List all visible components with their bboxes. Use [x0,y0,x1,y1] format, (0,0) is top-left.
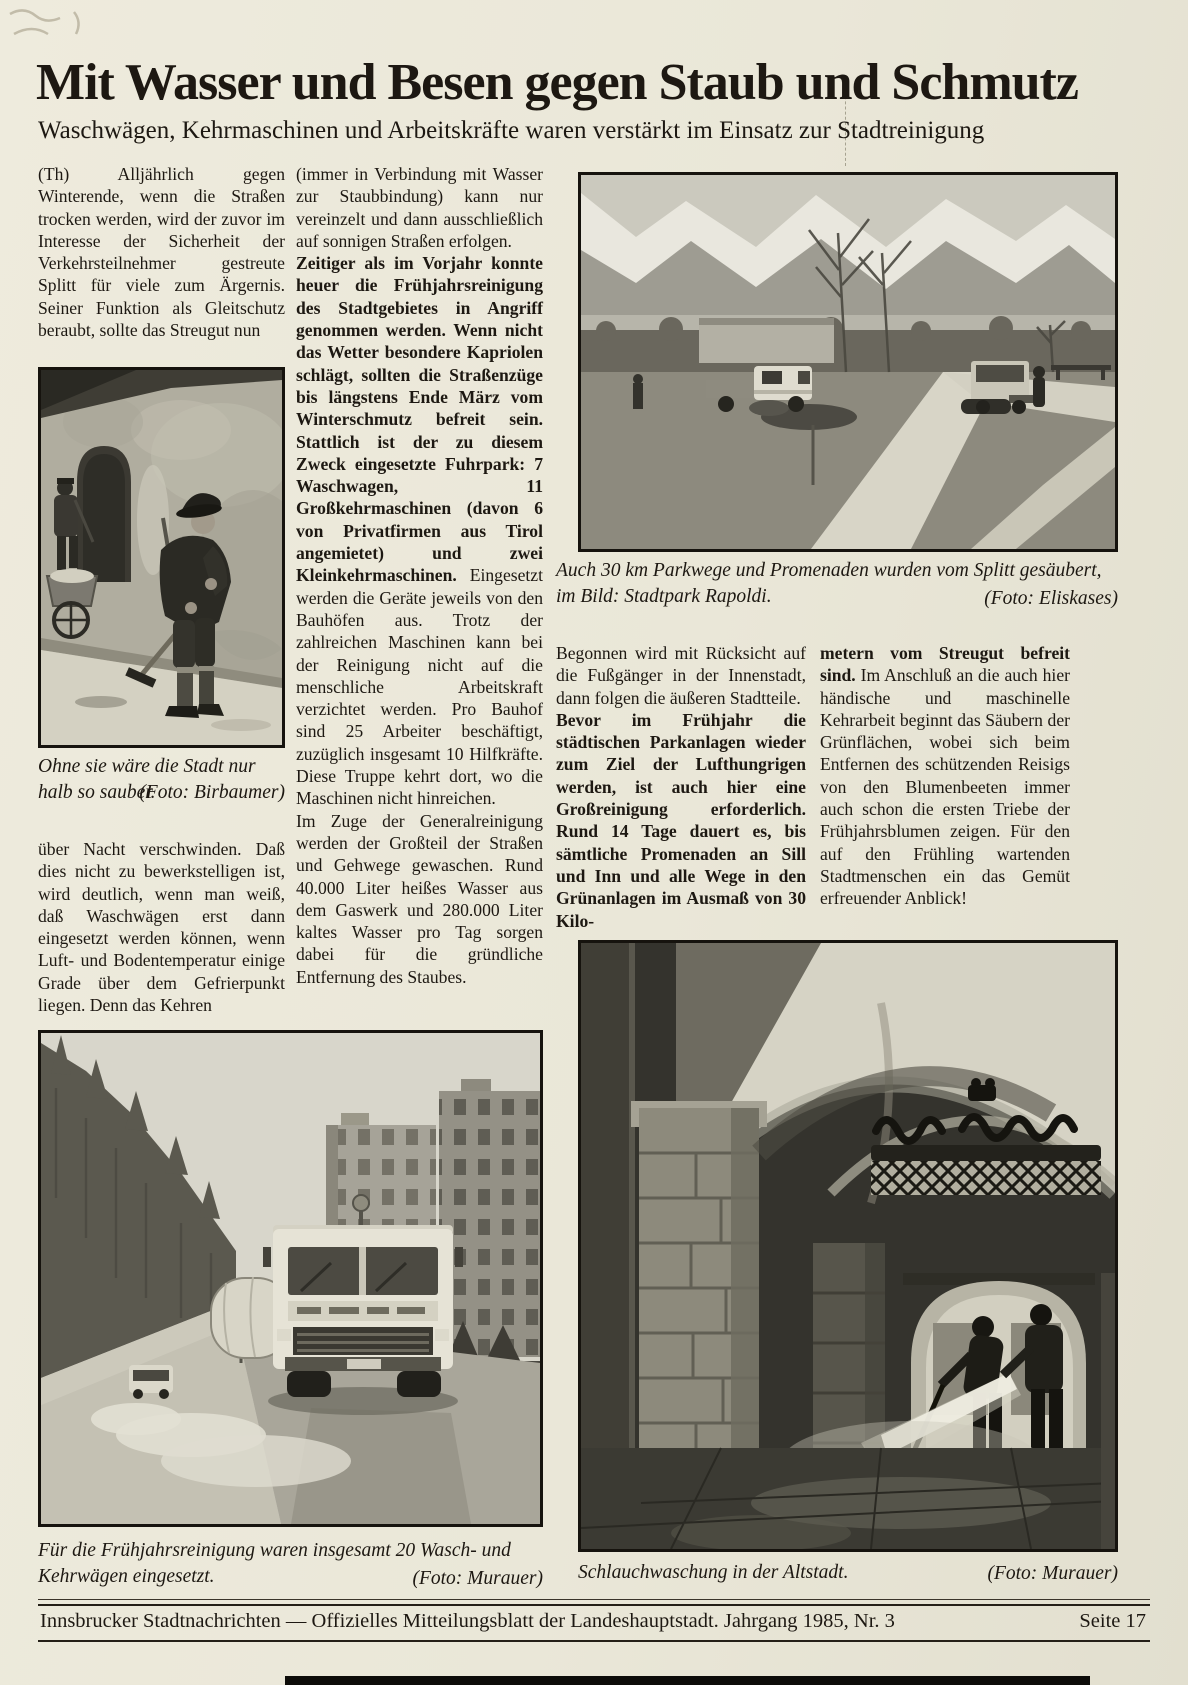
arched-doorway [77,446,131,582]
paragraph: über Nacht verschwinden. Daß dies nicht zu bewerkstelligen ist, wird deutlich, wenn man weiß, daß Waschwägen erst dann eingesetzt werden können, wenn Luft- und Bodentemperatur einige Grade über dem Gefrierpunkt liegen. Denn das Kehren [38,839,285,1016]
footer-imprint: Innsbrucker Stadtnachrichten — Offizielles Mitteilungsblatt der Landeshauptstadt. Jahrgang 1985, Nr. 3 [40,1610,895,1632]
wet-floor [581,1448,1115,1549]
column-3 [556,642,806,932]
arcade-photo-illustration [581,943,1115,1549]
caption-text: Ohne sie wäre die Stadt nur halb so sauber. [38,756,256,803]
photo-park-cleaning [578,172,1118,552]
caption-text: Schlauchwaschung in der Altstadt. [578,1562,849,1583]
park-visitor [633,374,643,409]
bold-passage: Bevor im Frühjahr die städtischen Parkanlagen wieder zum Ziel der Lufthungrigen werden, ist auch hier eine Großreinigung erforderlich. Rund 14 Tage dauert es, bis sämtliche Promenaden an Sill und Inn und alle Wege in den Grünanlagen im Ausmaß von 30 Kilo- [556,709,806,931]
caption-park [556,558,1118,612]
photo-washing-truck [38,1030,543,1527]
photo-street-sweeper [38,367,285,748]
paragraph: (immer in Verbindung mit Wasser zur Staubbindung) kann nur vereinzelt und dann ausschließlich auf sonnigen Straßen erfolgen. [296,164,543,251]
paragraph [296,252,543,809]
subheadline: Waschwägen, Kehrmaschinen und Arbeitskräfte waren verstärkt im Einsatz zur Stadtreinigung [38,117,985,144]
photo-credit: (Foto: Birbaumer) [139,782,285,803]
park-photo-illustration [581,175,1115,549]
page-footer [38,1604,1150,1642]
photo-credit: (Foto: Eliskases) [984,588,1118,609]
headline: Mit Wasser und Besen gegen Staub und Schmutz [36,54,1078,111]
photo-credit: (Foto: Murauer) [987,1563,1118,1584]
paragraph: Begonnen wird mit Rücksicht auf die Fußgänger in der Innenstadt, dann folgen die äußeren Stadtteile. [556,643,806,708]
photo-arcade-washing [578,940,1118,1552]
caption-text: Für die Frühjahrsreinigung waren insgesamt 20 Wasch- und Kehrwägen eingesetzt. [38,1540,511,1587]
caption-text: Auch 30 km Parkwege und Promenaden wurden vom Splitt gesäubert, im Bild: Stadtpark Rapoldi. [556,560,1102,607]
column-4 [820,642,1070,910]
paragraph: Im Zuge der Generalreinigung werden der Großteil der Straßen und Gehwege gewaschen. Rund 40.000 Liter heißes Wasser aus dem Gaswerk und 280.000 Liter kaltes Wasser pro Tag sorgen dabei für die gründliche Entfernung des Staubes. [296,810,543,987]
paragraph: (Th) Alljährlich gegen Winterende, wenn die Straßen trocken werden, wird der zuvor im Interesse der Sicherheit der Verkehrsteilnehmer gestreute Splitt für viele zum Ärgernis. Seiner Funktion als Gleitschutz beraubt, sollte das Streugut nun [38,164,285,341]
column-2 [296,163,543,988]
footer-top-rule [38,1599,1150,1600]
bold-passage: metern vom Streugut befreit sind. [820,643,1070,686]
photo-credit: (Foto: Murauer) [412,1568,543,1589]
page-number: Seite 17 [1079,1610,1146,1632]
caption-sweeper [38,754,285,806]
truck-photo-illustration [41,1033,540,1524]
scan-edge-strip [285,1676,1090,1685]
regular-passage: Im Anschluß an die auch hier händische und maschinelle Kehrarbeit beginnt das Säubern der Grünflächen, wobei sich beim Entfernen des schützenden Reisigs von den Blumenbeeten immer auch schon die ersten Triebe der Frühjahrsblumen zeigen. Für den auf den Frühling wartenden Stadtmenschen ein das Gemüt erfreuender Anblick! [820,665,1070,909]
column-1-top [38,163,285,341]
bold-passage: Zeitiger als im Vorjahr konnte heuer die Frühjahrsreinigung des Stadtgebietes in Angriff genommen werden. Wenn nicht das Wetter besondere Kapriolen schlägt, sollten die Straßenzüge bis längstens Ende März vom Winterschmutz befreit sein. Stattlich ist der zu diesem Zweck eingesetzte Fuhrpark: 7 Waschwagen, 11 Großkehrmaschinen (davon 6 von Privatfirmen aus Tirol angemietet) und zwei Kleinkehrmaschinen. [296,253,543,586]
sweeper-photo-illustration [41,370,282,745]
paragraph [820,642,1070,910]
building [699,318,834,363]
regular-passage: Eingesetzt werden die Geräte jeweils von den Bauhöfen aus. Trotz der zahlreichen Maschinen kann bei der Reinigung nicht auf die menschliche Arbeitskraft verzichtet werden. Pro Bauhof sind 25 Arbeiter beschäftigt, zuzüglich insgesamt 10 Hilfkräfte. Diese Truppe kehrt dort, wo die Maschinen nicht hinreichen. [296,565,543,809]
caption-truck [38,1538,543,1592]
caption-arcade [578,1560,1118,1587]
column-1-bottom [38,838,285,1016]
